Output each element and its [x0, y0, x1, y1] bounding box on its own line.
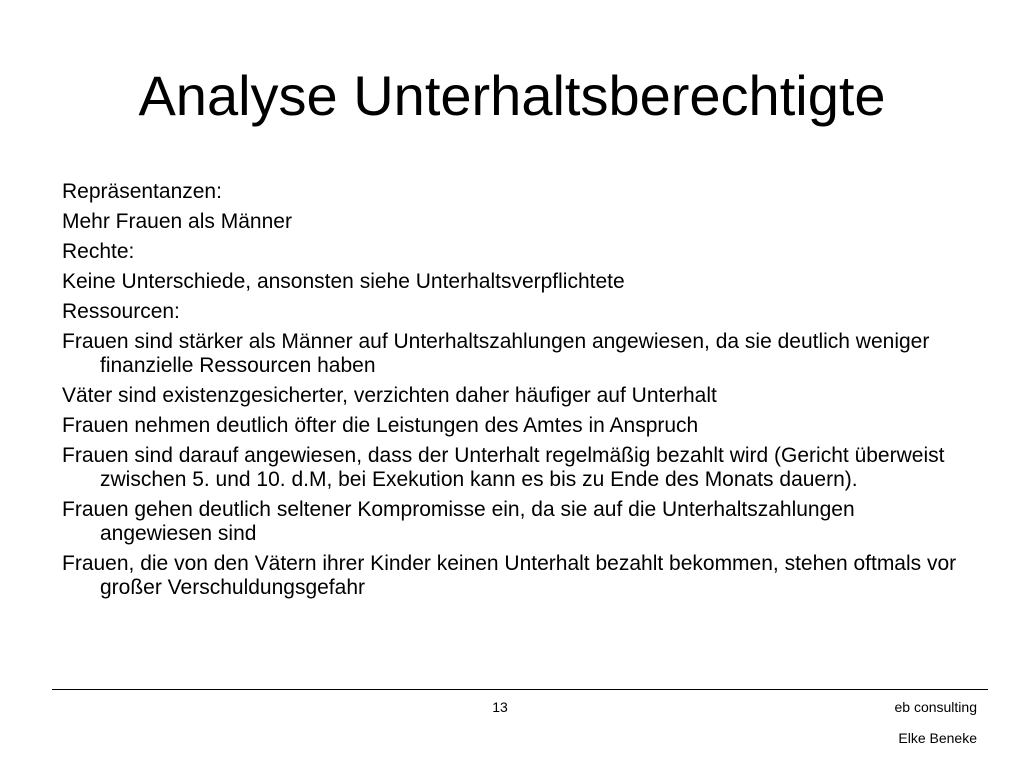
- content-line: Frauen nehmen deutlich öfter die Leistungen des Amtes in Anspruch: [62, 414, 699, 437]
- footer-author: Elke Beneke: [898, 730, 977, 746]
- content-line: Väter sind existenzgesicherter, verzichten daher häufiger auf Unterhalt: [62, 384, 717, 407]
- content-line: Frauen, die von den Vätern ihrer Kinder keinen Unterhalt bezahlt bekommen, stehen oftmals vor großer Verschuldungsgefahr: [62, 552, 957, 599]
- footer-divider: [52, 689, 988, 690]
- slide-content: [62, 180, 962, 606]
- footer-company: eb consulting: [894, 699, 977, 715]
- content-line: Mehr Frauen als Männer: [62, 210, 292, 233]
- content-line: Frauen gehen deutlich seltener Kompromisse ein, da sie auf die Unterhaltszahlungen angewiesen sind: [62, 498, 855, 545]
- slide-title: Analyse Unterhaltsberechtigte: [138, 64, 886, 127]
- content-line: Keine Unterschiede, ansonsten siehe Unterhaltsverpflichtete: [62, 270, 625, 293]
- content-line: Repräsentanzen:: [62, 180, 222, 203]
- content-line: Frauen sind darauf angewiesen, dass der Unterhalt regelmäßig bezahlt wird (Gericht überweist zwischen 5. und 10. d.M, bei Exekution kann es bis zu Ende des Monats dauern).: [62, 444, 945, 491]
- content-line: Frauen sind stärker als Männer auf Unterhaltszahlungen angewiesen, da sie deutlich weniger finanzielle Ressourcen haben: [62, 330, 930, 377]
- content-line: Rechte:: [62, 240, 135, 263]
- page-number: 13: [492, 699, 508, 715]
- content-line: Ressourcen:: [62, 300, 180, 323]
